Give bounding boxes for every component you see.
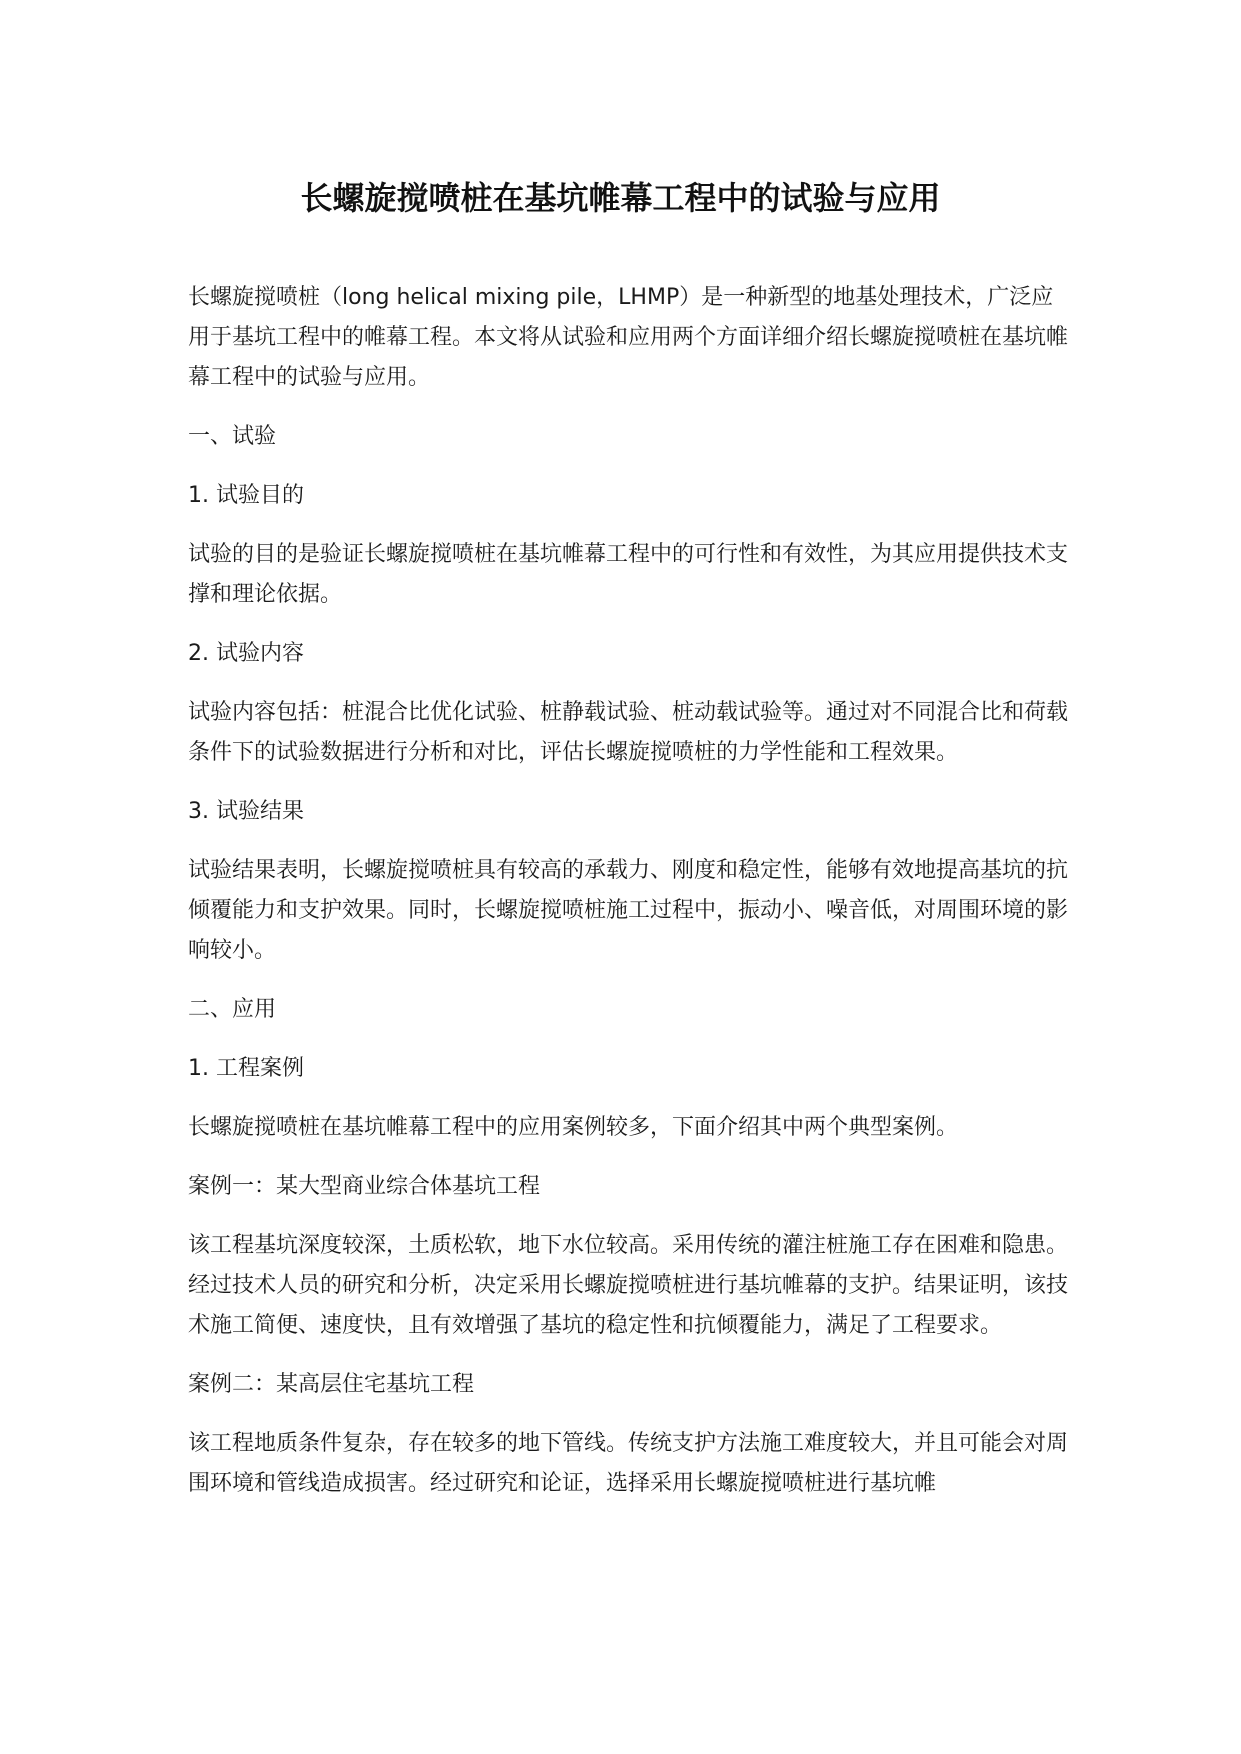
section-heading-test: 一、试验 (188, 424, 277, 449)
paragraph-test-purpose: 试验的目的是验证长螺旋搅喷桩在基坑帷幕工程中的可行性和有效性，为其应用提供技术支撑和理论依据。 (188, 542, 1069, 607)
document-title: 长螺旋搅喷桩在基坑帷幕工程中的试验与应用 (300, 179, 941, 217)
paragraph-test-results: 试验结果表明，长螺旋搅喷桩具有较高的承载力、刚度和稳定性，能够有效地提高基坑的抗倾覆能力和支护效果。同时，长螺旋搅喷桩施工过程中，振动小、噪音低，对周围环境的影响较小。 (188, 858, 1069, 963)
subheading-test-content: 2. 试验内容 (188, 641, 304, 666)
subheading-test-purpose: 1. 试验目的 (188, 483, 304, 508)
intro-paragraph: 长螺旋搅喷桩（long helical mixing pile，LHMP）是一种新型的地基处理技术，广泛应用于基坑工程中的帷幕工程。本文将从试验和应用两个方面详细介绍长螺旋搅喷桩在基坑帷幕工程中的试验与应用。 (188, 285, 1069, 390)
paragraph-project-cases: 长螺旋搅喷桩在基坑帷幕工程中的应用案例较多，下面介绍其中两个典型案例。 (188, 1115, 959, 1140)
case-one-heading: 案例一：某大型商业综合体基坑工程 (188, 1174, 541, 1199)
document-body (188, 278, 1068, 1523)
section-heading-application: 二、应用 (188, 997, 277, 1022)
case-two-heading: 案例二：某高层住宅基坑工程 (188, 1372, 475, 1397)
subheading-test-results: 3. 试验结果 (188, 799, 304, 824)
subheading-project-cases: 1. 工程案例 (188, 1056, 304, 1081)
case-two-paragraph: 该工程地质条件复杂，存在较多的地下管线。传统支护方法施工难度较大，并且可能会对周围环境和管线造成损害。经过研究和论证，选择采用长螺旋搅喷桩进行基坑帷 (188, 1431, 1069, 1496)
paragraph-test-content: 试验内容包括：桩混合比优化试验、桩静载试验、桩动载试验等。通过对不同混合比和荷载条件下的试验数据进行分析和对比，评估长螺旋搅喷桩的力学性能和工程效果。 (188, 700, 1069, 765)
case-one-paragraph: 该工程基坑深度较深，土质松软，地下水位较高。采用传统的灌注桩施工存在困难和隐患。经过技术人员的研究和分析，决定采用长螺旋搅喷桩进行基坑帷幕的支护。结果证明，该技术施工简便、速度快，且有效增强了基坑的稳定性和抗倾覆能力，满足了工程要求。 (188, 1233, 1069, 1338)
